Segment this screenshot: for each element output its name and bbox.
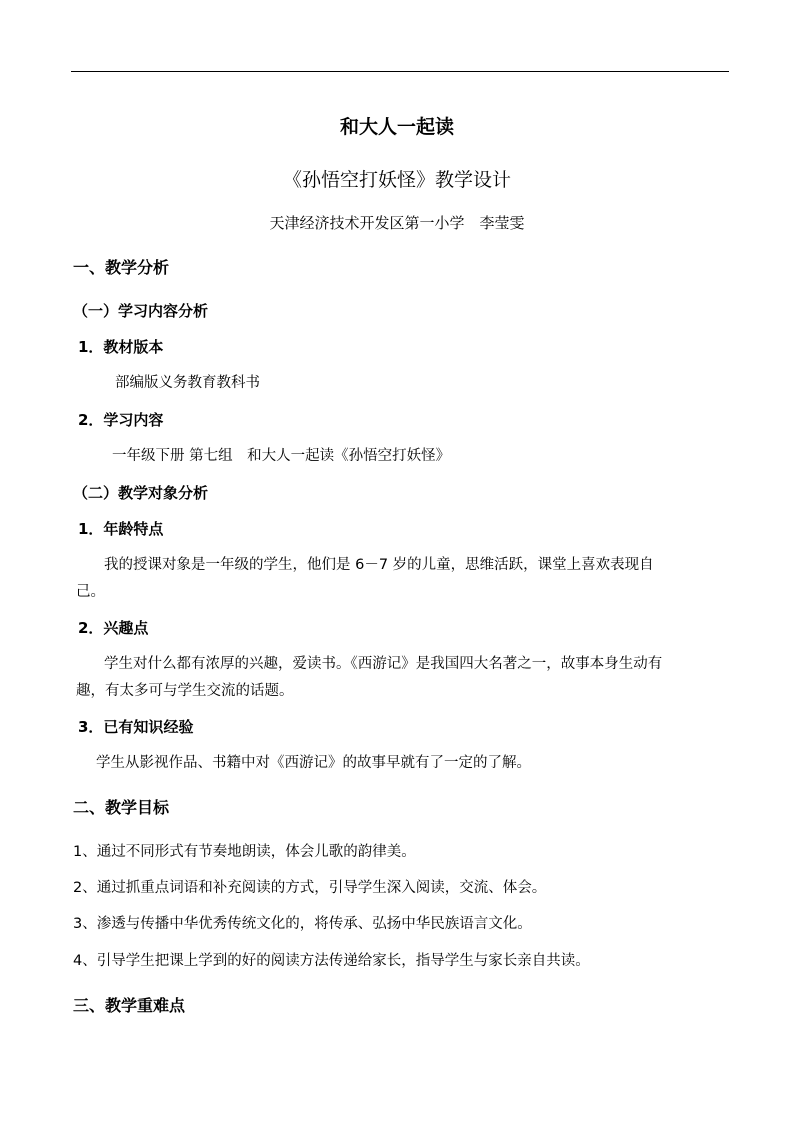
age-text-line2: 己。 — [76, 584, 105, 600]
author-line: 天津经济技术开发区第一小学 李莹雯 — [269, 214, 525, 232]
interests-text-line2: 趣，有太多可与学生交流的话题。 — [76, 683, 294, 699]
goal-item: 4、引导学生把课上学到的好的阅读方法传递给家长，指导学生与家长亲自共读。 — [73, 953, 590, 969]
subsection-heading-content: （一）学习内容分析 — [73, 302, 209, 320]
goal-item: 1、通过不同形式有节奏地朗读，体会儿歌的韵律美。 — [73, 844, 416, 860]
document-subtitle: 《孙悟空打妖怪》教学设计 — [282, 169, 511, 191]
document-title: 和大人一起读 — [339, 116, 454, 138]
item-heading-learning-content: 2．学习内容 — [78, 411, 164, 429]
section-heading-analysis: 一、教学分析 — [73, 258, 170, 277]
goal-item: 2、通过抓重点词语和补充阅读的方式，引导学生深入阅读，交流、体会。 — [73, 880, 547, 896]
interests-text-line1: 学生对什么都有浓厚的兴趣，爱读书。《西游记》是我国四大名著之一，故事本身生动有 — [104, 656, 663, 672]
item-heading-interests: 2．兴趣点 — [78, 619, 149, 637]
item-heading-age: 1．年龄特点 — [78, 520, 164, 538]
item-heading-textbook-version: 1．教材版本 — [78, 338, 164, 356]
prior-knowledge-text: 学生从影视作品、书籍中对《西游记》的故事早就有了一定的了解。 — [96, 755, 531, 771]
age-text-line1: 我的授课对象是一年级的学生，他们是 6－7 岁的儿童，思维活跃，课堂上喜欢表现自 — [104, 557, 654, 573]
header-rule — [71, 71, 729, 72]
section-heading-goals: 二、教学目标 — [73, 798, 170, 817]
section-heading-key-points: 三、教学重难点 — [73, 996, 186, 1015]
textbook-version-text: 部编版义务教育教科书 — [115, 375, 260, 391]
item-heading-prior-knowledge: 3．已有知识经验 — [78, 718, 194, 736]
learning-content-text: 一年级下册 第七组 和大人一起读《孙悟空打妖怪》 — [112, 448, 451, 464]
goal-item: 3、渗透与传播中华优秀传统文化的，将传承、弘扬中华民族语言文化。 — [73, 916, 532, 932]
subsection-heading-students: （二）教学对象分析 — [73, 484, 209, 502]
